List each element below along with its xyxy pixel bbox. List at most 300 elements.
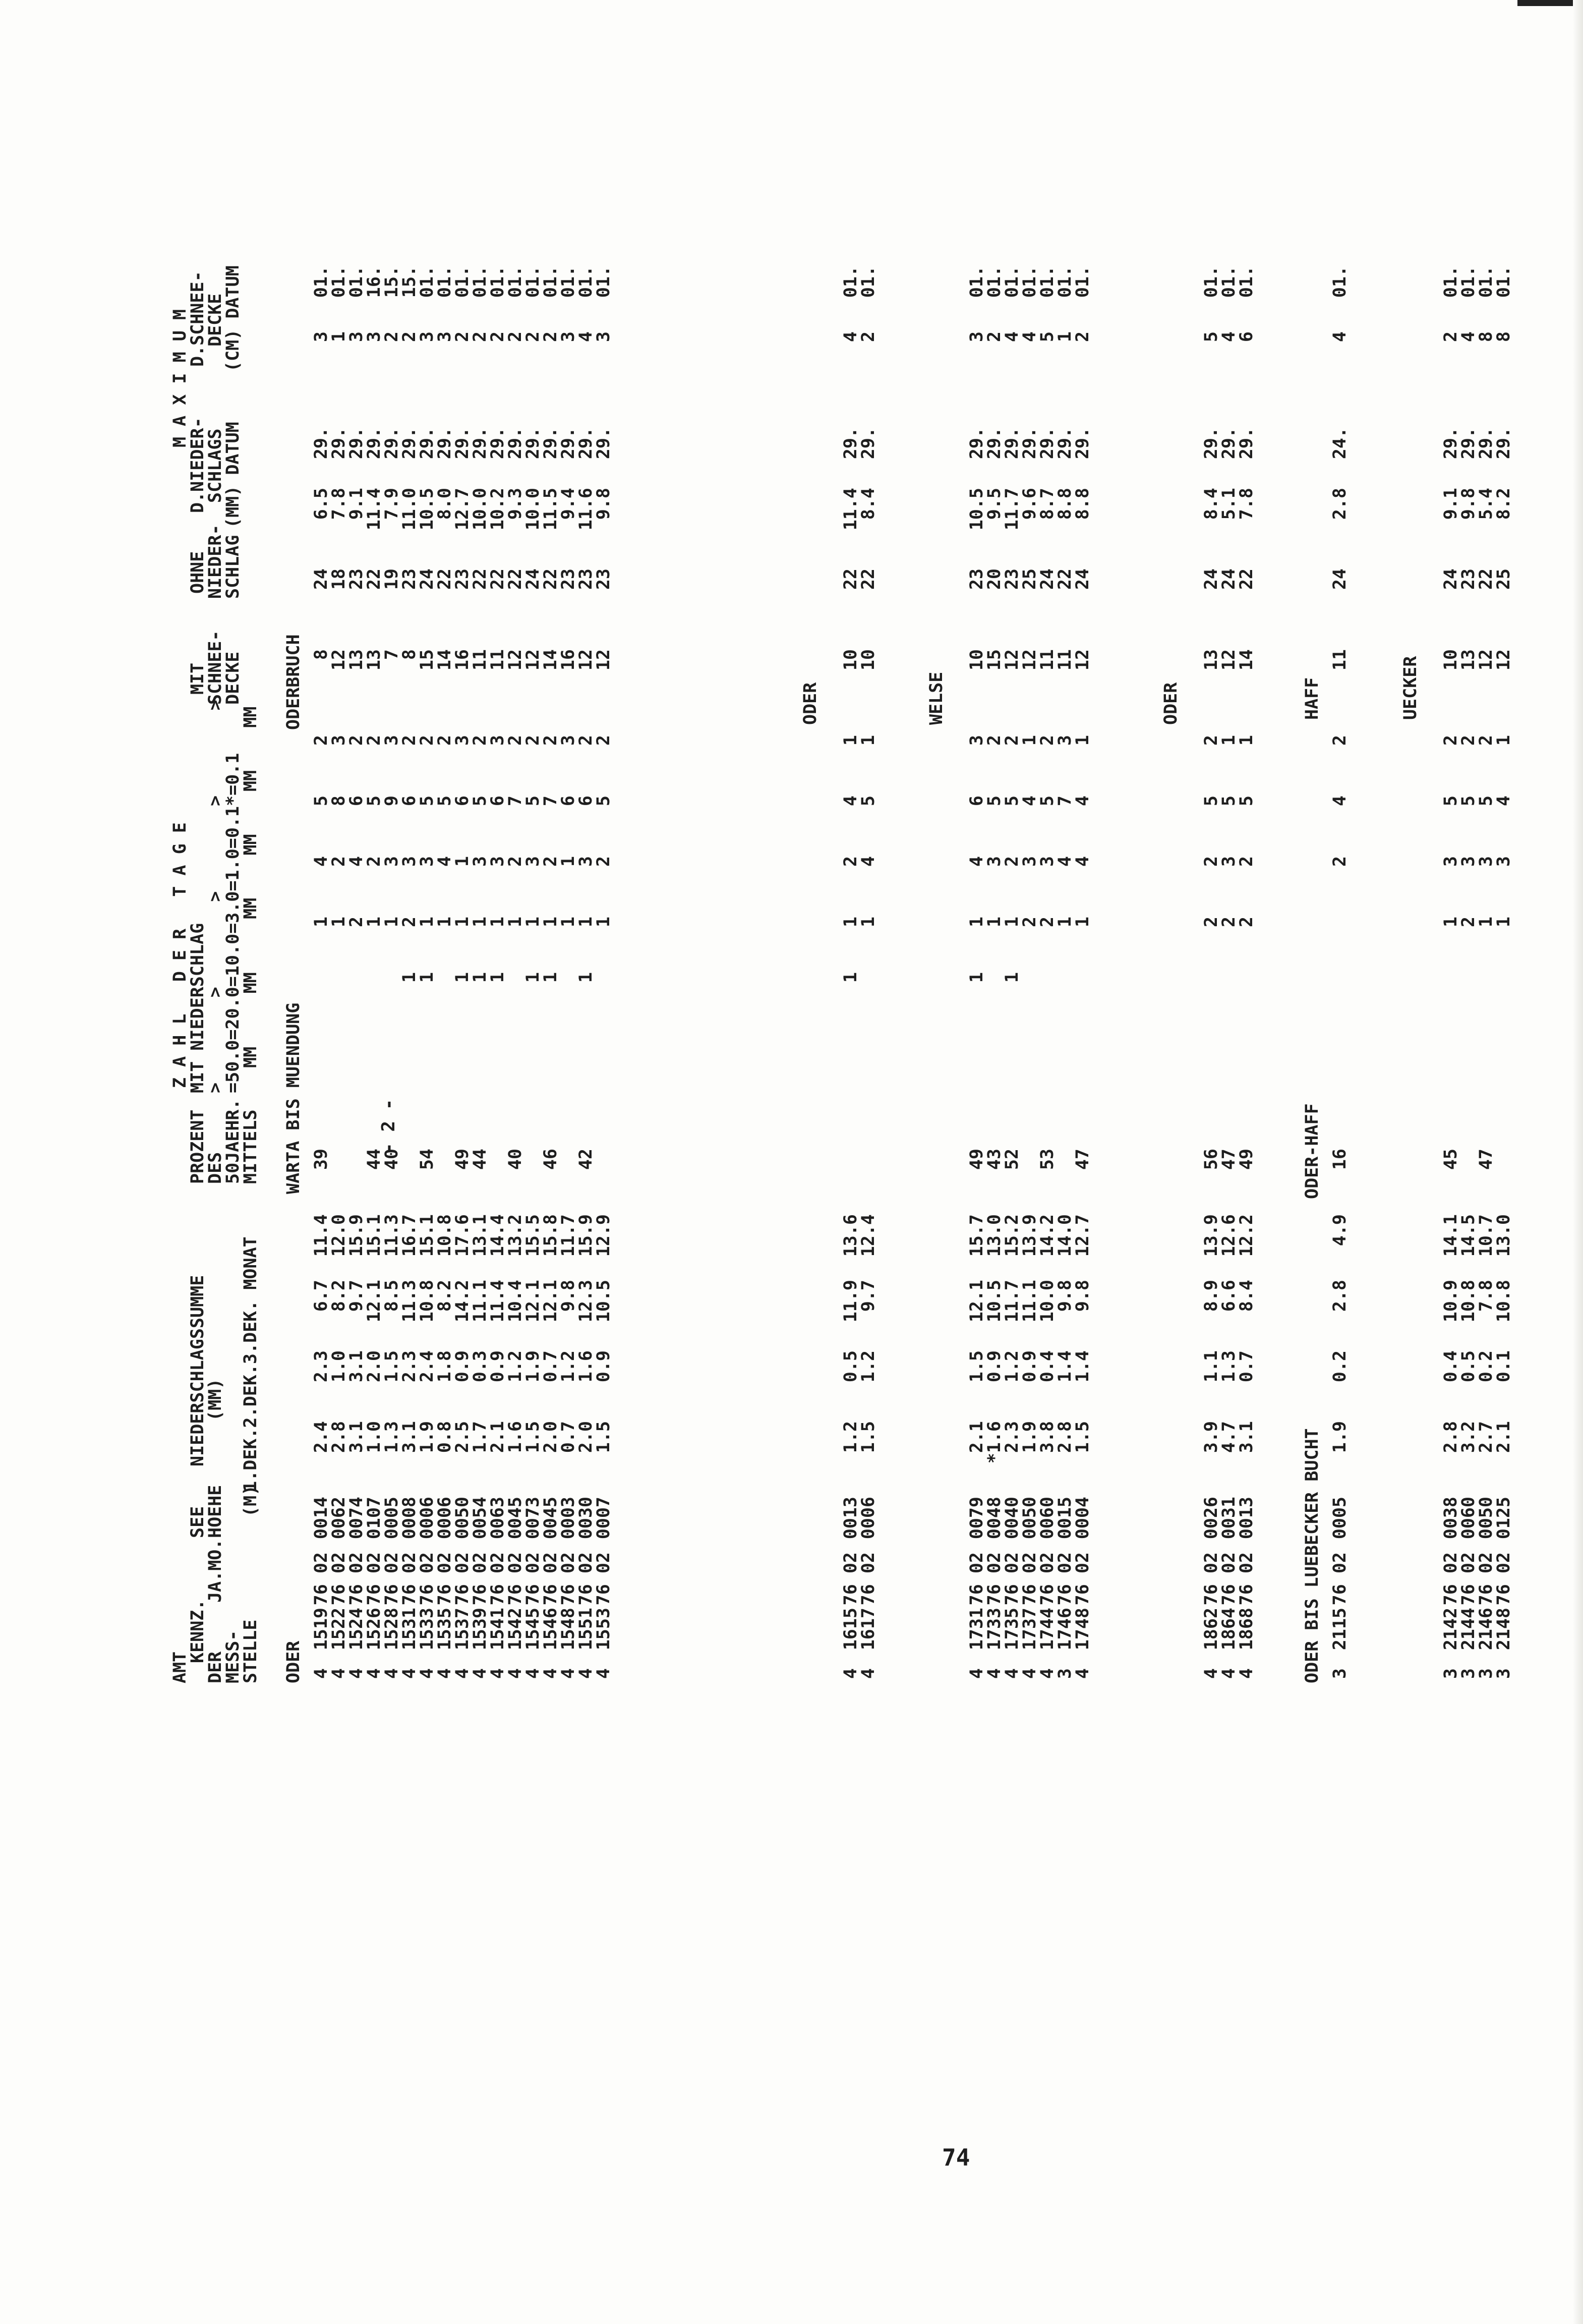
cell-dek1: 1.9 (417, 1421, 437, 1453)
cell-max-sd-datum: 15. (382, 266, 402, 298)
cell-kennz: 1526 (364, 1608, 384, 1651)
cell-ohne-ns: 24 (523, 569, 543, 590)
cell-max-sd: 3 (311, 331, 331, 343)
cell-jamo: 76 02 (329, 1552, 349, 1606)
cell-jamo: 76 02 (488, 1552, 508, 1606)
cell-dek2: 1.8 (435, 1350, 455, 1383)
cell-kennz: 1533 (417, 1608, 437, 1651)
cell-prozent: 42 (576, 1149, 596, 1170)
cell-tage-10: 1 (470, 972, 490, 983)
cell-max-ns: 8.8 (1073, 488, 1093, 520)
cell-prozent: 54 (417, 1149, 437, 1170)
cell-kennz: 1731 (967, 1608, 987, 1651)
cell-ohne-ns: 24 (1330, 569, 1350, 590)
header-max-title: M A X I M U M (170, 309, 190, 447)
cell-amt: 4 (346, 1668, 367, 1679)
cell-max-sd-datum: 01. (1219, 266, 1239, 298)
cell-tage-3: 1 (858, 917, 878, 928)
header-amt: AMT (170, 1651, 190, 1683)
cell-see-hoehe: 0125 (1494, 1497, 1514, 1540)
cell-kennz: 1546 (541, 1608, 561, 1651)
cell-dek1: 1.9 (1330, 1421, 1350, 1453)
cell-tage-01s: 1 (858, 735, 878, 746)
cell-tage-1: 2 (505, 856, 525, 867)
cell-kennz: 1548 (558, 1608, 578, 1651)
cell-max-ns-datum: 29. (417, 427, 437, 460)
cell-tage-01: 5 (1476, 796, 1496, 807)
cell-max-sd: 2 (470, 331, 490, 343)
cell-jamo: 76 02 (1441, 1552, 1461, 1606)
cell-tage-01: 4 (1494, 796, 1514, 807)
cell-ohne-ns: 22 (1055, 569, 1075, 590)
cell-tage-01s: 3 (967, 735, 987, 746)
cell-max-ns: 9.8 (1458, 488, 1479, 520)
cell-tage-01s: 2 (346, 735, 367, 746)
cell-see-hoehe: 0079 (967, 1497, 987, 1540)
cell-max-sd-datum: 15. (399, 266, 420, 298)
cell-kennz: 1748 (1073, 1608, 1093, 1651)
cell-jamo: 76 02 (1330, 1552, 1350, 1606)
cell-dek3: 8.4 (1237, 1280, 1257, 1312)
cell-jamo: 76 02 (1020, 1552, 1040, 1606)
cell-dek1: 1.3 (382, 1421, 402, 1453)
cell-ohne-ns: 20 (984, 569, 1005, 590)
cell-prozent: 53 (1037, 1149, 1058, 1170)
cell-tage-01s: 3 (382, 735, 402, 746)
cell-tage-01: 5 (435, 796, 455, 807)
cell-tage-01s: 2 (576, 735, 596, 746)
cell-max-sd-datum: 01. (1055, 266, 1075, 298)
rotated-table (0, 4, 1583, 2324)
cell-max-sd-datum: 01. (329, 266, 349, 298)
cell-amt: 4 (488, 1668, 508, 1679)
cell-max-ns-datum: 29. (1037, 427, 1058, 460)
header-proz-4: MITTELS (241, 1109, 261, 1184)
cell-max-sd: 2 (1441, 331, 1461, 343)
cell-dek1: 0.7 (558, 1421, 578, 1453)
cell-monat: 13.9 (1020, 1214, 1040, 1257)
cell-max-sd: 5 (1037, 331, 1058, 343)
cell-tage-1: 4 (858, 856, 878, 867)
cell-max-ns: 5.4 (1476, 488, 1496, 520)
cell-max-ns-datum: 29. (541, 427, 561, 460)
cell-max-sd-datum: 01. (417, 266, 437, 298)
cell-tage-01: 5 (1237, 796, 1257, 807)
cell-tage-01: 5 (1002, 796, 1022, 807)
cell-tage-10: 1 (841, 972, 861, 983)
cell-schneedecke: 12 (523, 649, 543, 671)
header-max-ns-3: (MM) DATUM (223, 422, 243, 528)
cell-dek2: 2.0 (364, 1350, 384, 1383)
cell-max-ns-datum: 29. (311, 427, 331, 460)
cell-dek3: 12.1 (523, 1280, 543, 1323)
cell-tage-1: 1 (452, 856, 473, 867)
cell-amt: 4 (841, 1668, 861, 1679)
cell-tage-01s: 2 (505, 735, 525, 746)
cell-max-ns: 7.8 (329, 488, 349, 520)
cell-kennz: 1522 (329, 1608, 349, 1651)
cell-max-sd-datum: 01. (841, 266, 861, 298)
cell-schneedecke: 13 (1458, 649, 1479, 671)
cell-tage-01: 6 (346, 796, 367, 807)
cell-max-ns: 10.2 (488, 488, 508, 531)
cell-max-sd-datum: 01. (1037, 266, 1058, 298)
cell-dek1: *1.6 (984, 1421, 1005, 1464)
cell-jamo: 76 02 (541, 1552, 561, 1606)
cell-dek3: 10.8 (417, 1280, 437, 1323)
cell-tage-01s: 3 (488, 735, 508, 746)
cell-max-sd: 4 (1330, 331, 1350, 343)
cell-kennz: 1551 (576, 1608, 596, 1651)
cell-dek1: 2.8 (1055, 1421, 1075, 1453)
cell-tage-01: 5 (858, 796, 878, 807)
cell-dek3: 10.5 (984, 1280, 1005, 1323)
cell-see-hoehe: 0074 (346, 1497, 367, 1540)
cell-schneedecke: 16 (452, 649, 473, 671)
cell-jamo: 76 02 (311, 1552, 331, 1606)
cell-dek1: 3.8 (1037, 1421, 1058, 1453)
cell-amt: 4 (1201, 1668, 1221, 1679)
cell-max-sd: 2 (505, 331, 525, 343)
cell-tage-01s: 1 (1219, 735, 1239, 746)
cell-amt: 4 (505, 1668, 525, 1679)
cell-max-sd-datum: 16. (364, 266, 384, 298)
cell-prozent: 47 (1219, 1149, 1239, 1170)
cell-monat: 15.5 (523, 1214, 543, 1257)
cell-dek2: 0.9 (452, 1350, 473, 1383)
cell-schneedecke: 13 (346, 649, 367, 671)
cell-max-sd: 1 (1055, 331, 1075, 343)
cell-jamo: 76 02 (505, 1552, 525, 1606)
cell-dek1: 3.2 (1458, 1421, 1479, 1453)
cell-kennz: 1524 (346, 1608, 367, 1651)
cell-max-ns: 10.0 (470, 488, 490, 531)
cell-dek3: 2.8 (1330, 1280, 1350, 1312)
cell-kennz: 2146 (1476, 1608, 1496, 1651)
cell-kennz: 1864 (1219, 1608, 1239, 1651)
cell-max-sd-datum: 01. (435, 266, 455, 298)
cell-max-ns: 9.8 (594, 488, 614, 520)
cell-monat: 13.9 (1201, 1214, 1221, 1257)
cell-max-sd: 2 (488, 331, 508, 343)
cell-tage-3: 1 (382, 917, 402, 928)
cell-prozent: 46 (541, 1149, 561, 1170)
cell-jamo: 76 02 (1201, 1552, 1221, 1606)
cell-jamo: 76 02 (417, 1552, 437, 1606)
cell-dek1: 1.5 (1073, 1421, 1093, 1453)
cell-tage-10: 1 (488, 972, 508, 983)
cell-max-sd-datum: 01. (1458, 266, 1479, 298)
cell-max-sd: 6 (1237, 331, 1257, 343)
cell-prozent: 49 (452, 1149, 473, 1170)
cell-tage-1: 3 (984, 856, 1005, 867)
cell-tage-01s: 2 (470, 735, 490, 746)
cell-ohne-ns: 23 (399, 569, 420, 590)
river-label-oder-luebeck: ODER BIS LUEBECKER BUCHT (1302, 1428, 1322, 1683)
cell-tage-1: 4 (1055, 856, 1075, 867)
cell-dek2: 0.7 (541, 1350, 561, 1383)
cell-max-sd-datum: 01. (523, 266, 543, 298)
cell-tage-01: 7 (505, 796, 525, 807)
cell-tage-01: 5 (984, 796, 1005, 807)
cell-dek2: 0.2 (1476, 1350, 1496, 1383)
cell-max-ns: 8.4 (1201, 488, 1221, 520)
cell-dek3: 9.8 (1055, 1280, 1075, 1312)
cell-prozent: 56 (1201, 1149, 1221, 1170)
cell-amt: 4 (382, 1668, 402, 1679)
cell-see-hoehe: 0050 (1476, 1497, 1496, 1540)
cell-tage-3: 1 (841, 917, 861, 928)
cell-tage-1: 4 (967, 856, 987, 867)
header-max-sd-3: (CM) DATUM (223, 265, 243, 372)
cell-max-ns: 7.8 (1237, 488, 1257, 520)
cell-schneedecke: 11 (1055, 649, 1075, 671)
cell-kennz: 1553 (594, 1608, 614, 1651)
cell-schneedecke: 8 (311, 649, 331, 660)
cell-tage-3: 1 (967, 917, 987, 928)
cell-jamo: 76 02 (1037, 1552, 1058, 1606)
cell-ohne-ns: 24 (1219, 569, 1239, 590)
cell-tage-01s: 3 (558, 735, 578, 746)
cell-tage-01: 8 (329, 796, 349, 807)
cell-monat: 10.8 (435, 1214, 455, 1257)
cell-dek2: 1.1 (1201, 1350, 1221, 1383)
cell-max-sd-datum: 01. (594, 266, 614, 298)
cell-ohne-ns: 22 (841, 569, 861, 590)
cell-max-ns-datum: 29. (435, 427, 455, 460)
cell-jamo: 76 02 (558, 1552, 578, 1606)
cell-tage-1: 3 (1037, 856, 1058, 867)
cell-dek2: 1.4 (1055, 1350, 1075, 1383)
cell-see-hoehe: 0003 (558, 1497, 578, 1540)
cell-max-sd-datum: 01. (488, 266, 508, 298)
cell-ohne-ns: 22 (1476, 569, 1496, 590)
cell-jamo: 76 02 (1055, 1552, 1075, 1606)
cell-tage-01: 7 (1055, 796, 1075, 807)
cell-kennz: 1744 (1037, 1608, 1058, 1651)
cell-schneedecke: 10 (858, 649, 878, 671)
cell-max-sd-datum: 01. (1237, 266, 1257, 298)
cell-max-ns-datum: 29. (841, 427, 861, 460)
cell-dek2: 1.9 (523, 1350, 543, 1383)
cell-prozent: 49 (967, 1149, 987, 1170)
cell-amt: 4 (311, 1668, 331, 1679)
header-mit-ns: MIT NIEDERSCHLAG (188, 923, 208, 1093)
cell-see-hoehe: 0008 (399, 1497, 420, 1540)
cell-kennz: 2148 (1494, 1608, 1514, 1651)
cell-max-sd-datum: 01. (541, 266, 561, 298)
cell-dek2: 1.2 (858, 1350, 878, 1383)
cell-tage-1: 3 (576, 856, 596, 867)
cell-tage-3: 1 (558, 917, 578, 928)
cell-kennz: 1733 (984, 1608, 1005, 1651)
cell-ohne-ns: 24 (1201, 569, 1221, 590)
cell-tage-01: 6 (576, 796, 596, 807)
cell-max-sd: 3 (558, 331, 578, 343)
cell-prozent: 16 (1330, 1149, 1350, 1170)
cell-max-ns-datum: 29. (984, 427, 1005, 460)
cell-schneedecke: 14 (1237, 649, 1257, 671)
cell-amt: 4 (523, 1668, 543, 1679)
cell-amt: 4 (417, 1668, 437, 1679)
cell-kennz: 2144 (1458, 1608, 1479, 1651)
cell-dek2: 3.1 (346, 1350, 367, 1383)
cell-max-ns: 8.0 (435, 488, 455, 520)
cell-see-hoehe: 0045 (541, 1497, 561, 1540)
cell-tage-1: 3 (417, 856, 437, 867)
cell-schneedecke: 12 (1020, 649, 1040, 671)
cell-max-sd: 8 (1476, 331, 1496, 343)
cell-tage-1: 3 (1494, 856, 1514, 867)
cell-max-ns-datum: 29. (523, 427, 543, 460)
cell-tage-01: 6 (399, 796, 420, 807)
header-jamo: JA.MO. (205, 1539, 225, 1603)
cell-see-hoehe: 0005 (1330, 1497, 1350, 1540)
cell-monat: 13.2 (505, 1214, 525, 1257)
cell-tage-01s: 2 (523, 735, 543, 746)
cell-schneedecke: 15 (984, 649, 1005, 671)
cell-tage-01s: 1 (1073, 735, 1093, 746)
cell-dek1: 1.0 (364, 1421, 384, 1453)
cell-dek3: 10.4 (505, 1280, 525, 1323)
cell-dek1: 2.1 (488, 1421, 508, 1453)
cell-tage-01s: 2 (1201, 735, 1221, 746)
cell-tage-1: 2 (841, 856, 861, 867)
cell-max-ns-datum: 29. (858, 427, 878, 460)
cell-max-ns-datum: 29. (967, 427, 987, 460)
cell-see-hoehe: 0004 (1073, 1497, 1093, 1540)
header-ns-cols: 1.DEK.2.DEK.3.DEK. MONAT (241, 1236, 261, 1492)
cell-max-sd: 4 (1219, 331, 1239, 343)
cell-see-hoehe: 0006 (858, 1497, 878, 1540)
cell-dek2: 1.6 (576, 1350, 596, 1383)
cell-tage-3: 2 (399, 917, 420, 928)
cell-max-ns: 11.0 (399, 488, 420, 531)
cell-monat: 13.0 (984, 1214, 1005, 1257)
header-ohne-1: OHNE (188, 551, 208, 594)
cell-schneedecke: 12 (576, 649, 596, 671)
cell-prozent: 49 (1237, 1149, 1257, 1170)
cell-amt: 3 (1055, 1668, 1075, 1679)
cell-schneedecke: 10 (841, 649, 861, 671)
cell-jamo: 76 02 (1237, 1552, 1257, 1606)
cell-tage-01: 5 (1037, 796, 1058, 807)
cell-schneedecke: 12 (505, 649, 525, 671)
cell-max-ns-datum: 29. (1073, 427, 1093, 460)
cell-see-hoehe: 0073 (523, 1497, 543, 1540)
cell-dek1: 2.8 (1441, 1421, 1461, 1453)
cell-tage-10: 1 (452, 972, 473, 983)
cell-monat: 17.6 (452, 1214, 473, 1257)
cell-tage-01: 4 (1073, 796, 1093, 807)
subtitle-warta: WARTA BIS MUENDUNG (283, 1002, 304, 1194)
cell-schneedecke: 12 (1002, 649, 1022, 671)
cell-max-ns: 8.7 (1037, 488, 1058, 520)
cell-dek1: 2.8 (329, 1421, 349, 1453)
cell-max-ns: 9.4 (558, 488, 578, 520)
cell-dek1: 1.7 (470, 1421, 490, 1453)
cell-tage-01s: 3 (1055, 735, 1075, 746)
cell-dek3: 11.1 (1020, 1280, 1040, 1323)
cell-max-ns-datum: 29. (558, 427, 578, 460)
cell-max-ns: 7.9 (382, 488, 402, 520)
cell-tage-01: 5 (311, 796, 331, 807)
cell-tage-01: 5 (523, 796, 543, 807)
cell-max-sd: 2 (984, 331, 1005, 343)
cell-jamo: 76 02 (858, 1552, 878, 1606)
cell-max-sd-datum: 01. (576, 266, 596, 298)
cell-dek3: 8.2 (329, 1280, 349, 1312)
cell-max-ns-datum: 29. (488, 427, 508, 460)
cell-schneedecke: 8 (399, 649, 420, 660)
cell-amt: 4 (558, 1668, 578, 1679)
cell-dek3: 6.7 (311, 1280, 331, 1312)
cell-jamo: 76 02 (1494, 1552, 1514, 1606)
cell-monat: 14.0 (1055, 1214, 1075, 1257)
cell-max-sd: 3 (417, 331, 437, 343)
cell-dek3: 8.2 (435, 1280, 455, 1312)
cell-schneedecke: 12 (594, 649, 614, 671)
cell-tage-10: 1 (523, 972, 543, 983)
cell-dek1: 2.5 (452, 1421, 473, 1453)
cell-max-sd-datum: 01. (311, 266, 331, 298)
cell-max-sd: 4 (1458, 331, 1479, 343)
cell-dek3: 12.1 (967, 1280, 987, 1323)
cell-dek3: 9.7 (858, 1280, 878, 1312)
cell-monat: 12.7 (1073, 1214, 1093, 1257)
cell-ohne-ns: 24 (1037, 569, 1058, 590)
cell-max-sd-datum: 01. (1494, 266, 1514, 298)
cell-dek3: 10.8 (1458, 1280, 1479, 1323)
header-ns-title: NIEDERSCHLAGSSUMME (188, 1275, 208, 1466)
cell-dek2: 0.5 (1458, 1350, 1479, 1383)
cell-max-ns: 9.6 (1020, 488, 1040, 520)
cell-max-ns-datum: 29. (1201, 427, 1221, 460)
cell-see-hoehe: 0107 (364, 1497, 384, 1540)
cell-max-ns: 11.4 (841, 488, 861, 531)
cell-monat: 10.7 (1476, 1214, 1496, 1257)
cell-schneedecke: 12 (1476, 649, 1496, 671)
cell-schneedecke: 13 (364, 649, 384, 671)
cell-jamo: 76 02 (841, 1552, 861, 1606)
cell-tage-01s: 2 (1037, 735, 1058, 746)
cell-monat: 12.6 (1219, 1214, 1239, 1257)
cell-prozent: 40 (505, 1149, 525, 1170)
cell-tage-3: 2 (1458, 917, 1479, 928)
cell-schneedecke: 11 (1037, 649, 1058, 671)
cell-max-sd-datum: 01. (470, 266, 490, 298)
cell-max-sd-datum: 01. (967, 266, 987, 298)
cell-monat: 14.1 (1441, 1214, 1461, 1257)
header-kennz-4: STELLE (241, 1619, 261, 1683)
cell-see-hoehe: 0014 (311, 1497, 331, 1540)
cell-max-ns-datum: 29. (594, 427, 614, 460)
cell-max-ns: 8.4 (858, 488, 878, 520)
cell-dek2: 1.2 (1002, 1350, 1022, 1383)
cell-max-sd: 2 (541, 331, 561, 343)
cell-max-ns: 9.5 (984, 488, 1005, 520)
cell-kennz: 2115 (1330, 1608, 1350, 1651)
cell-kennz: 1746 (1055, 1608, 1075, 1651)
cell-monat: 15.1 (417, 1214, 437, 1257)
cell-tage-3: 1 (541, 917, 561, 928)
cell-tage-01: 5 (1201, 796, 1221, 807)
cell-tage-1: 3 (1458, 856, 1479, 867)
cell-tage-3: 2 (1201, 917, 1221, 928)
header-max-sd-1: D.SCHNEE- (188, 271, 208, 367)
cell-tage-01: 5 (364, 796, 384, 807)
cell-max-sd-datum: 01. (1073, 266, 1093, 298)
